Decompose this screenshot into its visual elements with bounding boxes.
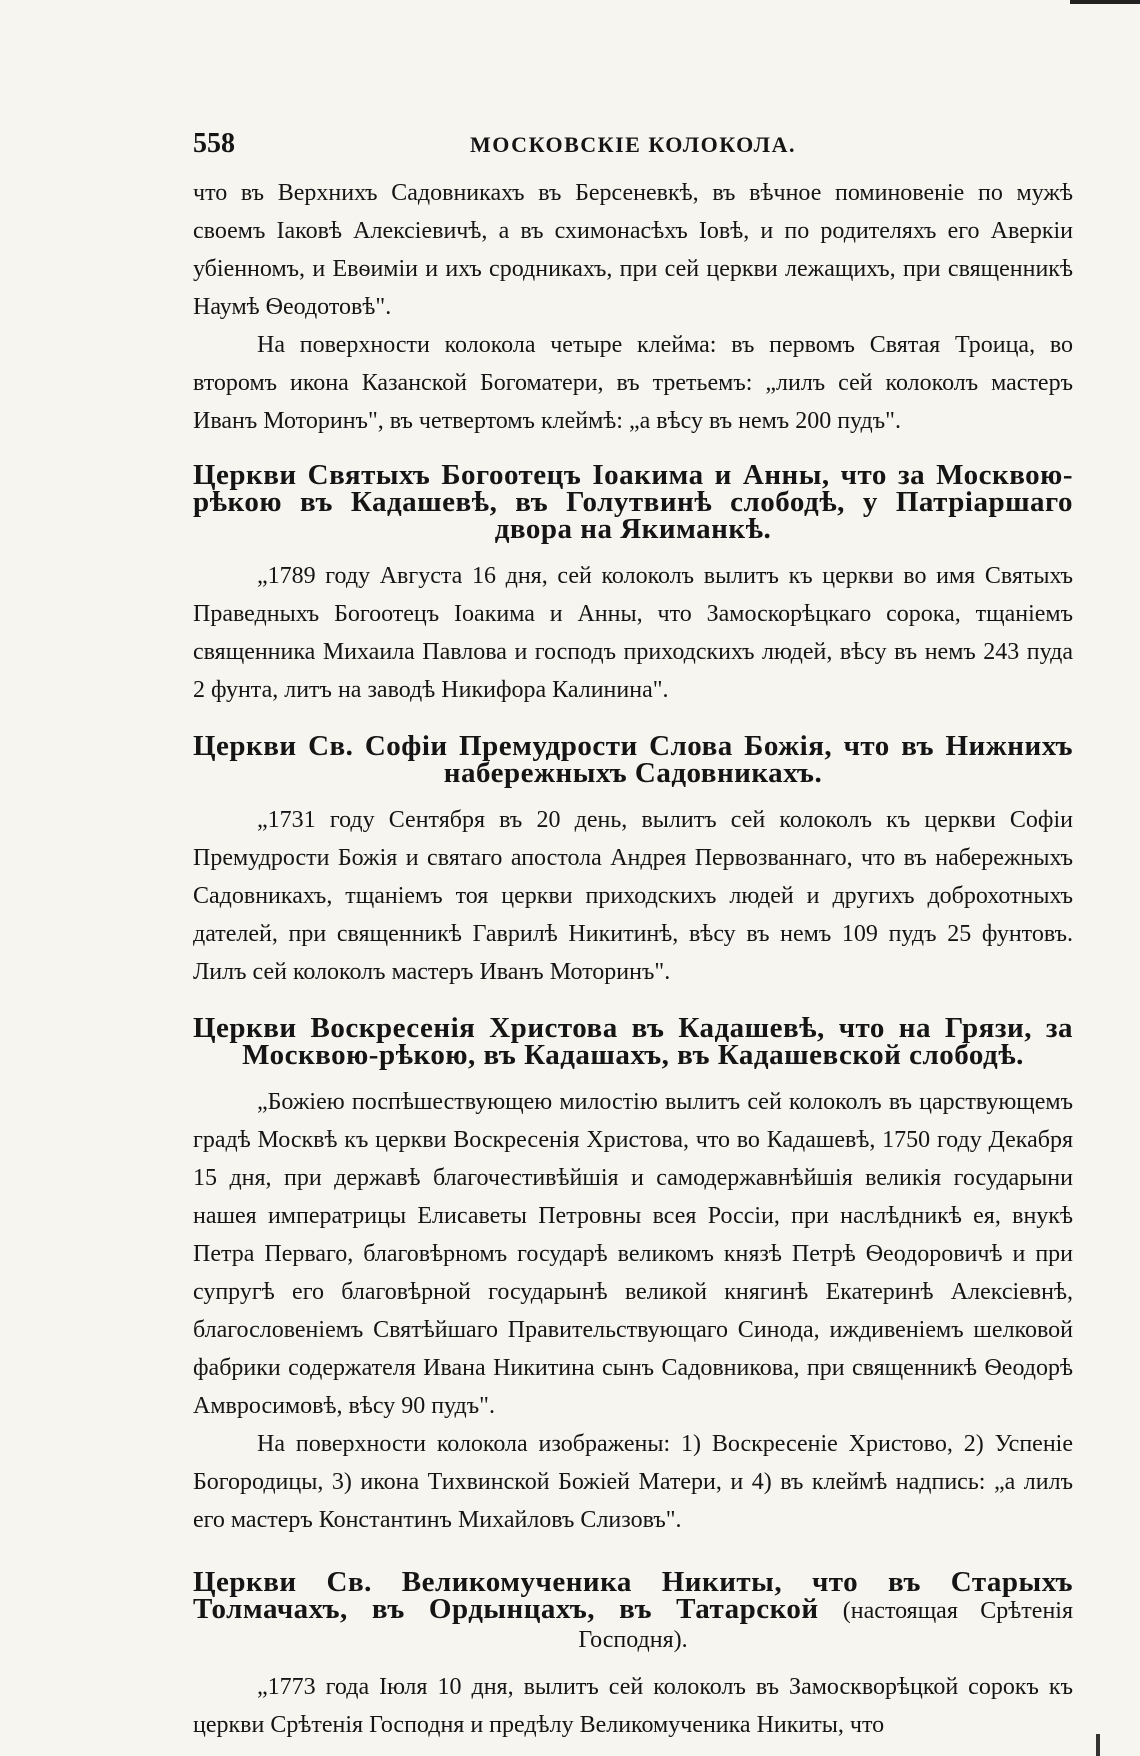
section-heading-resurrection: Церкви Воскресенія Христова въ Кадашевѣ, что на Грязи, за Москвою-рѣкою, въ Кадашахъ, въ Кадашевской слободѣ. [193, 1012, 1073, 1071]
book-page [193, 128, 1073, 1744]
section-paragraph: „Божіею поспѣшествующею милостію вылитъ сей колоколъ въ царствующемъ градѣ Москвѣ къ церкви Воскресенія Христова, что во Кадашевѣ, 1750 году Декабря 15 дня, при державѣ благочестивѣйшія и самодержавнѣйшія великія государыни нашея императрицы Елисаветы Петровны всея Россіи, при наслѣдникѣ ея, внукѣ Петра Перваго, благовѣрномъ государѣ великомъ князѣ Петрѣ Ѳеодоровичѣ и при супругѣ его благовѣрной государынѣ великой княгинѣ Екатеринѣ Алексіевнѣ, благословеніемъ Святѣйшаго Правительствующаго Синода, иждивеніемъ шелковой фабрики содержателя Ивана Никитина сынъ Садовникова, при священникѣ Ѳеодорѣ Амвросимовѣ, вѣсу 90 пудъ". [193, 1089, 1073, 1419]
scan-edge-line [1070, 0, 1140, 4]
intro-paragraph-bell-marks: На поверхности колокола четыре клейма: въ первомъ Святая Троица, во второмъ икона Казанской Богоматери, въ третьемъ: „лилъ сей колоколъ мастеръ Иванъ Моторинъ", въ четвертомъ клеймѣ: „а вѣсу въ немъ 200 пудъ". [193, 332, 1073, 434]
running-head [193, 128, 1073, 168]
section-paragraph: На поверхности колокола изображены: 1) Воскресеніе Христово, 2) Успеніе Богородицы, 3) икона Тихвинской Божіей Матери, и 4) въ клеймѣ надпись: „а лилъ его мастеръ Константинъ Михайловъ Слизовъ". [193, 1431, 1073, 1533]
section-paragraph: „1731 году Сентября въ 20 день, вылитъ сей колоколъ къ церкви Софіи Премудрости Божія и святаго апостола Андрея Первозваннаго, что въ набережныхъ Садовникахъ, тщаніемъ тоя церкви приходскихъ людей и другихъ доброхотныхъ дателей, при священникѣ Гаврилѣ Никитинѣ, вѣсу въ немъ 109 пудъ 25 фунтовъ. Лилъ сей колоколъ мастеръ Иванъ Моторинъ". [193, 807, 1073, 985]
section-heading-sophia: Церкви Св. Софіи Премудрости Слова Божія, что въ Нижнихъ набережныхъ Садовникахъ. [193, 730, 1073, 789]
section-heading-text: Церкви Св. Великомученика Никиты, что въ Старыхъ Толмачахъ, въ Ордынцахъ, въ Татарской [193, 1566, 1073, 1625]
section-paragraph: „1789 году Августа 16 дня, сей колоколъ вылитъ къ церкви во имя Святыхъ Праведныхъ Богоотецъ Іоакима и Анны, что Замоскорѣцкаго сорока, тщаніемъ священника Михаила Павлова и господъ приходскихъ людей, вѣсу въ немъ 243 пуда 2 фунта, литъ на заводѣ Никифора Калинина". [193, 563, 1073, 703]
section-paragraph: „1773 года Іюля 10 дня, вылитъ сей колоколъ въ Замоскворѣцкой сорокъ къ церкви Срѣтенія Господня и предѣлу Великомученика Никиты, что [193, 1674, 1073, 1738]
section-heading-joachim-anna: Церкви Святыхъ Богоотецъ Іоакима и Анны, что за Москвою-рѣкою въ Кадашевѣ, въ Голутвинѣ слободѣ, у Патріаршаго двора на Якиманкѣ. [193, 459, 1073, 545]
running-title: МОСКОВСКІЕ КОЛОКОЛА. [470, 132, 796, 157]
section-heading-note: (настоящая Срѣтенія Господня). [578, 1598, 1073, 1653]
section-heading-nikita [193, 1566, 1073, 1654]
scan-corner-mark [1096, 1734, 1100, 1756]
page-number: 558 [193, 128, 235, 159]
intro-paragraph-continued: что въ Верхнихъ Садовникахъ въ Берсеневкѣ, въ вѣчное поминовеніе по мужѣ своемъ Іаковѣ Алексіевичѣ, а въ схимонасѣхъ Іовѣ, и по родителяхъ его Аверкіи убіенномъ, и Евѳиміи и ихъ сродникахъ, при сей церкви лежащихъ, при священникѣ Наумѣ Ѳеодотовѣ". [193, 180, 1073, 320]
